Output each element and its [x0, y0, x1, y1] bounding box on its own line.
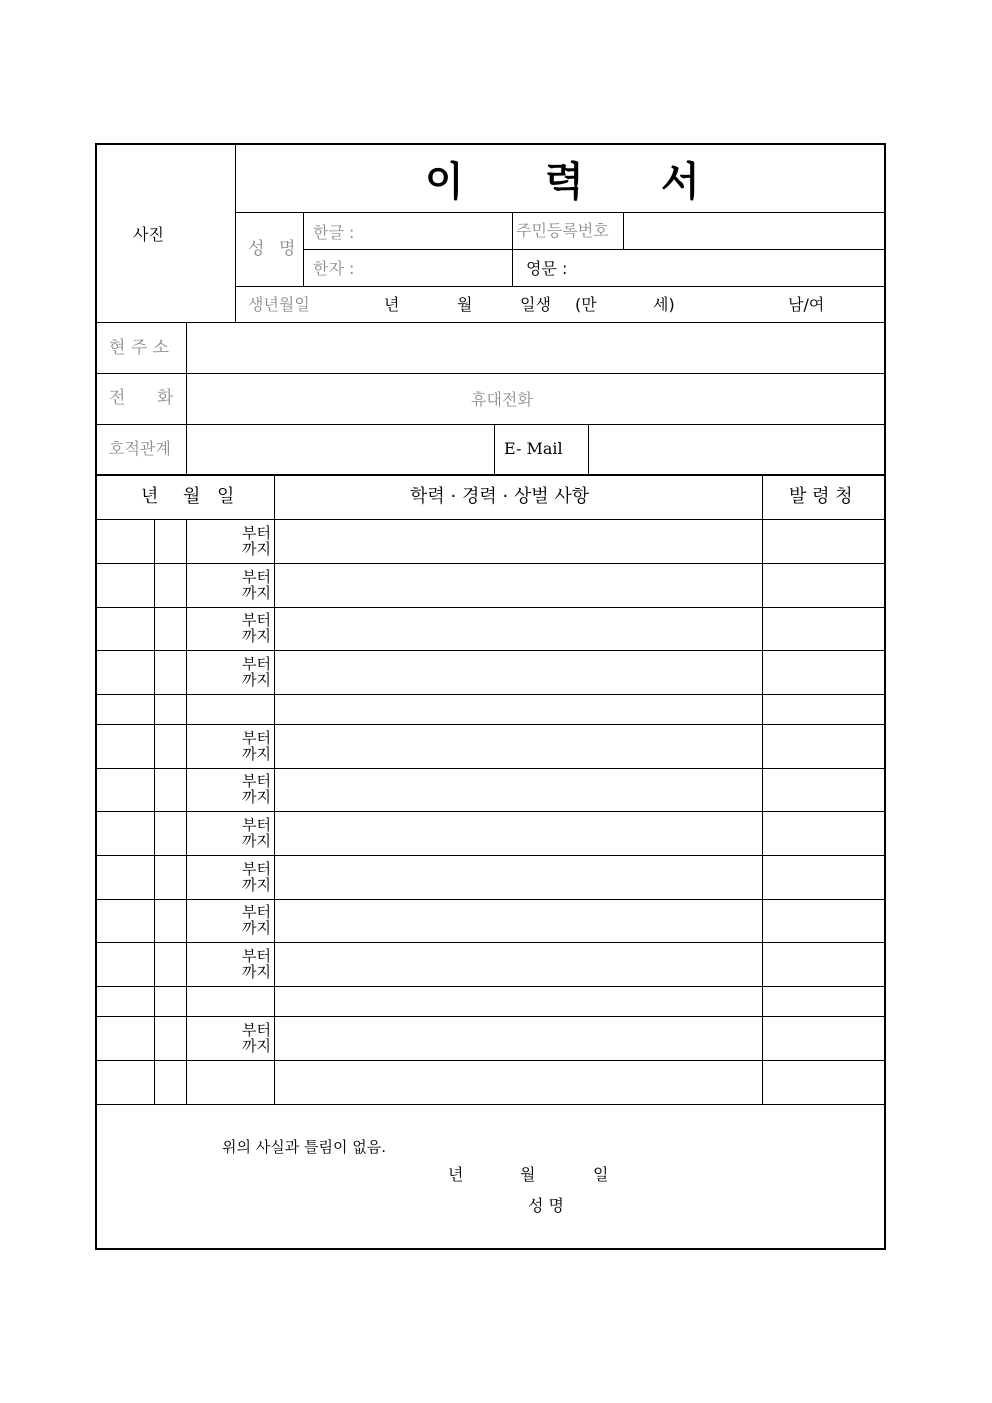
hangul-name-label: 한글 : [313, 223, 355, 242]
email-divider-right [588, 424, 589, 474]
row-line [97, 563, 885, 564]
title-char-3: 서 [661, 158, 700, 205]
mobile-phone-label: 휴대전화 [471, 390, 533, 409]
row-line [97, 607, 885, 608]
row-line [97, 694, 885, 695]
name-row-line [303, 249, 885, 250]
history-top-line [97, 474, 885, 476]
footer-statement: 위의 사실과 틀림이 없음. [222, 1138, 386, 1156]
birth-year: 년 [384, 295, 400, 314]
family-top-line [97, 424, 885, 425]
period-marker: 부터 까지 [242, 1021, 271, 1055]
period-marker: 부터 까지 [242, 611, 271, 645]
history-content-header: 학력 · 경력 · 상벌 사항 [410, 486, 590, 507]
row-line [97, 986, 885, 987]
english-name-label: 영문 : [526, 259, 568, 278]
name-label-divider [303, 212, 304, 286]
footer-signature-label: 성 명 [528, 1196, 564, 1215]
rrn-divider-left [512, 212, 513, 286]
history-header-line [97, 519, 885, 520]
resume-form [95, 143, 886, 1250]
year-col-divider [154, 519, 155, 1104]
row-line [97, 899, 885, 900]
address-top-line [97, 322, 885, 323]
period-marker: 부터 까지 [242, 772, 271, 806]
birth-top-line [235, 286, 885, 287]
month-col-divider [186, 519, 187, 1104]
hanja-name-label: 한자 : [313, 259, 355, 278]
row-line [97, 768, 885, 769]
contact-label-divider [186, 322, 187, 474]
name-label-1: 성 [248, 239, 265, 259]
history-date-header-3: 일 [217, 486, 235, 507]
history-date-header-2: 월 [183, 486, 201, 507]
row-line [97, 855, 885, 856]
age-close: 세) [653, 295, 675, 314]
history-issuer-header: 발 령 청 [789, 486, 853, 507]
photo-label: 사진 [133, 225, 164, 244]
footer-day: 일 [593, 1165, 609, 1184]
history-date-header-1: 년 [141, 486, 159, 507]
row-line [97, 811, 885, 812]
period-marker: 부터 까지 [242, 860, 271, 894]
age-open: (만 [575, 295, 597, 314]
period-marker: 부터 까지 [242, 729, 271, 763]
phone-label-1: 전 [109, 388, 126, 408]
row-line [97, 1060, 885, 1061]
title-bottom-line [235, 212, 885, 213]
period-marker: 부터 까지 [242, 947, 271, 981]
email-label: E- Mail [504, 439, 563, 458]
period-marker: 부터 까지 [242, 655, 271, 689]
period-marker: 부터 까지 [242, 568, 271, 602]
period-marker: 부터 까지 [242, 524, 271, 558]
footer-year: 년 [448, 1165, 464, 1184]
birth-day: 일생 [520, 295, 551, 314]
history-bottom-line [97, 1104, 885, 1105]
phone-top-line [97, 373, 885, 374]
birth-label: 생년월일 [248, 295, 310, 314]
row-line [97, 650, 885, 651]
address-label: 현 주 소 [109, 338, 170, 358]
name-label-2: 명 [279, 239, 296, 259]
email-divider-left [494, 424, 495, 474]
birth-month: 월 [457, 295, 473, 314]
row-line [97, 724, 885, 725]
gender-label: 남/여 [788, 295, 825, 314]
footer-month: 월 [520, 1165, 536, 1184]
title-char-2: 력 [545, 158, 584, 205]
title-char-1: 이 [425, 158, 464, 205]
rrn-label: 주민등록번호 [516, 221, 609, 240]
date-col-divider [274, 476, 275, 1104]
period-marker: 부터 까지 [242, 816, 271, 850]
row-line [97, 1016, 885, 1017]
period-marker: 부터 까지 [242, 903, 271, 937]
photo-divider [235, 145, 236, 322]
issuer-col-divider [762, 476, 763, 1104]
family-relation-label: 호적관계 [109, 439, 171, 458]
rrn-divider-right [623, 212, 624, 249]
phone-label-2: 화 [157, 388, 174, 408]
row-line [97, 942, 885, 943]
